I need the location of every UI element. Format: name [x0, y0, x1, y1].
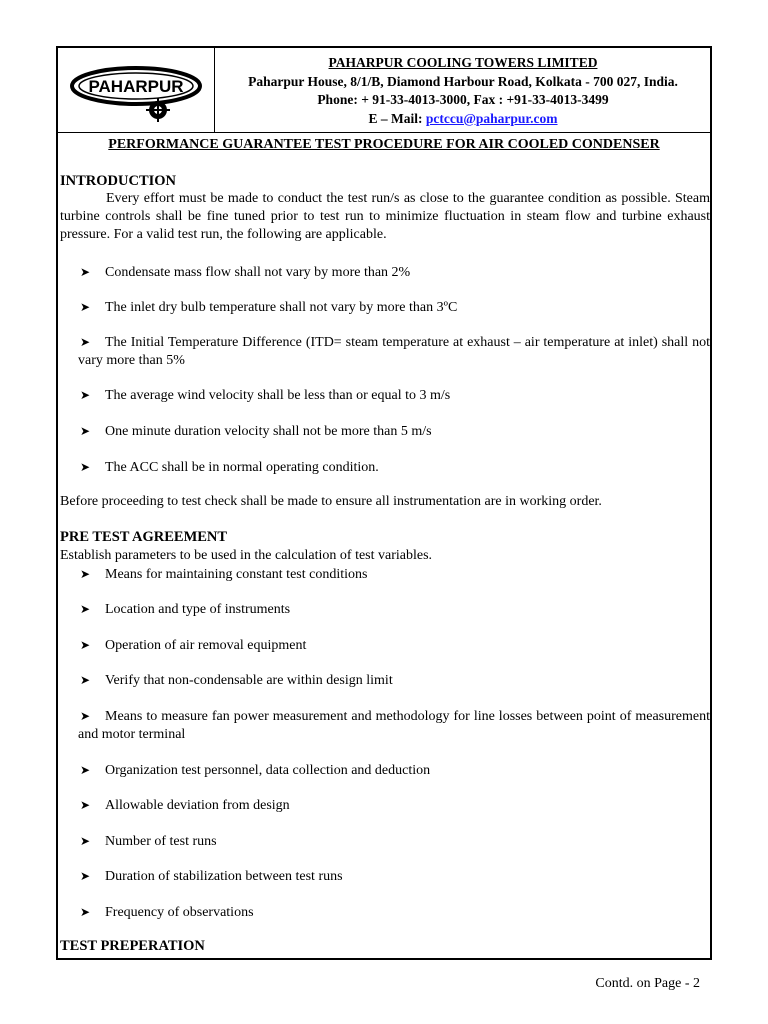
document-title: PERFORMANCE GUARANTEE TEST PROCEDURE FOR AIR COOLED CONDENSER: [108, 137, 660, 152]
list-item: ➤ Duration of stabilization between test runs: [80, 869, 343, 884]
arrow-bullet-icon: ➤: [80, 460, 91, 474]
list-item: ➤ Location and type of instruments: [80, 602, 291, 617]
arrow-bullet-icon: ➤: [80, 300, 91, 314]
list-item: ➤ Organization test personnel, data collection and deduction: [80, 763, 431, 778]
logo-cell: [58, 48, 215, 132]
arrow-bullet-icon: ➤: [80, 265, 91, 279]
paharpur-logo: [68, 58, 204, 122]
list-item: ➤ Condensate mass flow shall not vary by more than 2%: [80, 265, 411, 280]
introduction-closing: Before proceeding to test check shall be made to ensure all instrumentation are in working order.: [60, 494, 602, 509]
list-item: ➤ The average wind velocity shall be less than or equal to 3 m/s: [80, 388, 451, 403]
list-item: ➤ Allowable deviation from design: [80, 798, 290, 813]
list-item: ➤ Means to measure fan power measurement and methodology for line losses between point of measurement and motor terminal: [78, 709, 710, 742]
list-item: ➤ Operation of air removal equipment: [80, 638, 307, 653]
list-item: ➤ One minute duration velocity shall not be more than 5 m/s: [80, 424, 432, 439]
list-item: ➤ Frequency of observations: [80, 905, 254, 920]
list-item: ➤ The ACC shall be in normal operating condition.: [80, 460, 379, 475]
arrow-bullet-icon: ➤: [80, 638, 91, 652]
company-email-line: [216, 110, 710, 129]
company-address: Paharpur House, 8/1/B, Diamond Harbour Road, Kolkata - 700 027, India.: [248, 73, 678, 89]
arrow-bullet-icon: ➤: [80, 673, 91, 687]
list-item: ➤ The Initial Temperature Difference (ITD= steam temperature at exhaust – air temperature at inlet) shall not vary more than 5%: [78, 335, 710, 368]
arrow-bullet-icon: ➤: [80, 763, 91, 777]
email-link[interactable]: pctccu@paharpur.com: [425, 110, 558, 126]
pre-test-heading: PRE TEST AGREEMENT: [60, 529, 228, 545]
arrow-bullet-icon: ➤: [80, 388, 91, 402]
logo-text: PAHARPUR: [88, 77, 184, 96]
list-item: ➤ The inlet dry bulb temperature shall not vary by more than 3ºC: [80, 300, 458, 315]
arrow-bullet-icon: ➤: [80, 709, 91, 723]
arrow-bullet-icon: ➤: [80, 567, 91, 581]
arrow-bullet-icon: ➤: [80, 869, 91, 883]
arrow-bullet-icon: ➤: [80, 602, 91, 616]
arrow-bullet-icon: ➤: [80, 834, 91, 848]
page-continuation: Contd. on Page - 2: [595, 976, 700, 991]
arrow-bullet-icon: ➤: [80, 905, 91, 919]
list-item: ➤ Number of test runs: [80, 834, 217, 849]
list-item: ➤ Verify that non-condensable are within design limit: [80, 673, 393, 688]
company-info: [216, 54, 710, 128]
letterhead: [58, 48, 710, 133]
arrow-bullet-icon: ➤: [80, 424, 91, 438]
test-prep-heading: TEST PREPERATION: [60, 938, 205, 954]
company-name: PAHARPUR COOLING TOWERS LIMITED: [328, 55, 598, 70]
list-item: ➤ Means for maintaining constant test conditions: [80, 567, 368, 582]
introduction-paragraph: Every effort must be made to conduct the test run/s as close to the guarantee condition as possible. Steam turbine controls shall be fine tuned prior to test run to minimize fluctuation in steam flow and turbine exhaust pressure. For a valid test run, the following are applicable.: [60, 191, 710, 242]
company-phone: Phone: + 91-33-4013-3000, Fax : +91-33-4013-3499: [317, 92, 609, 107]
document-frame: [56, 46, 712, 960]
pre-test-intro: Establish parameters to be used in the calculation of test variables.: [60, 548, 433, 563]
arrow-bullet-icon: ➤: [80, 335, 91, 349]
email-label: E – Mail:: [368, 110, 426, 126]
arrow-bullet-icon: ➤: [80, 798, 91, 812]
introduction-heading: INTRODUCTION: [60, 173, 177, 189]
